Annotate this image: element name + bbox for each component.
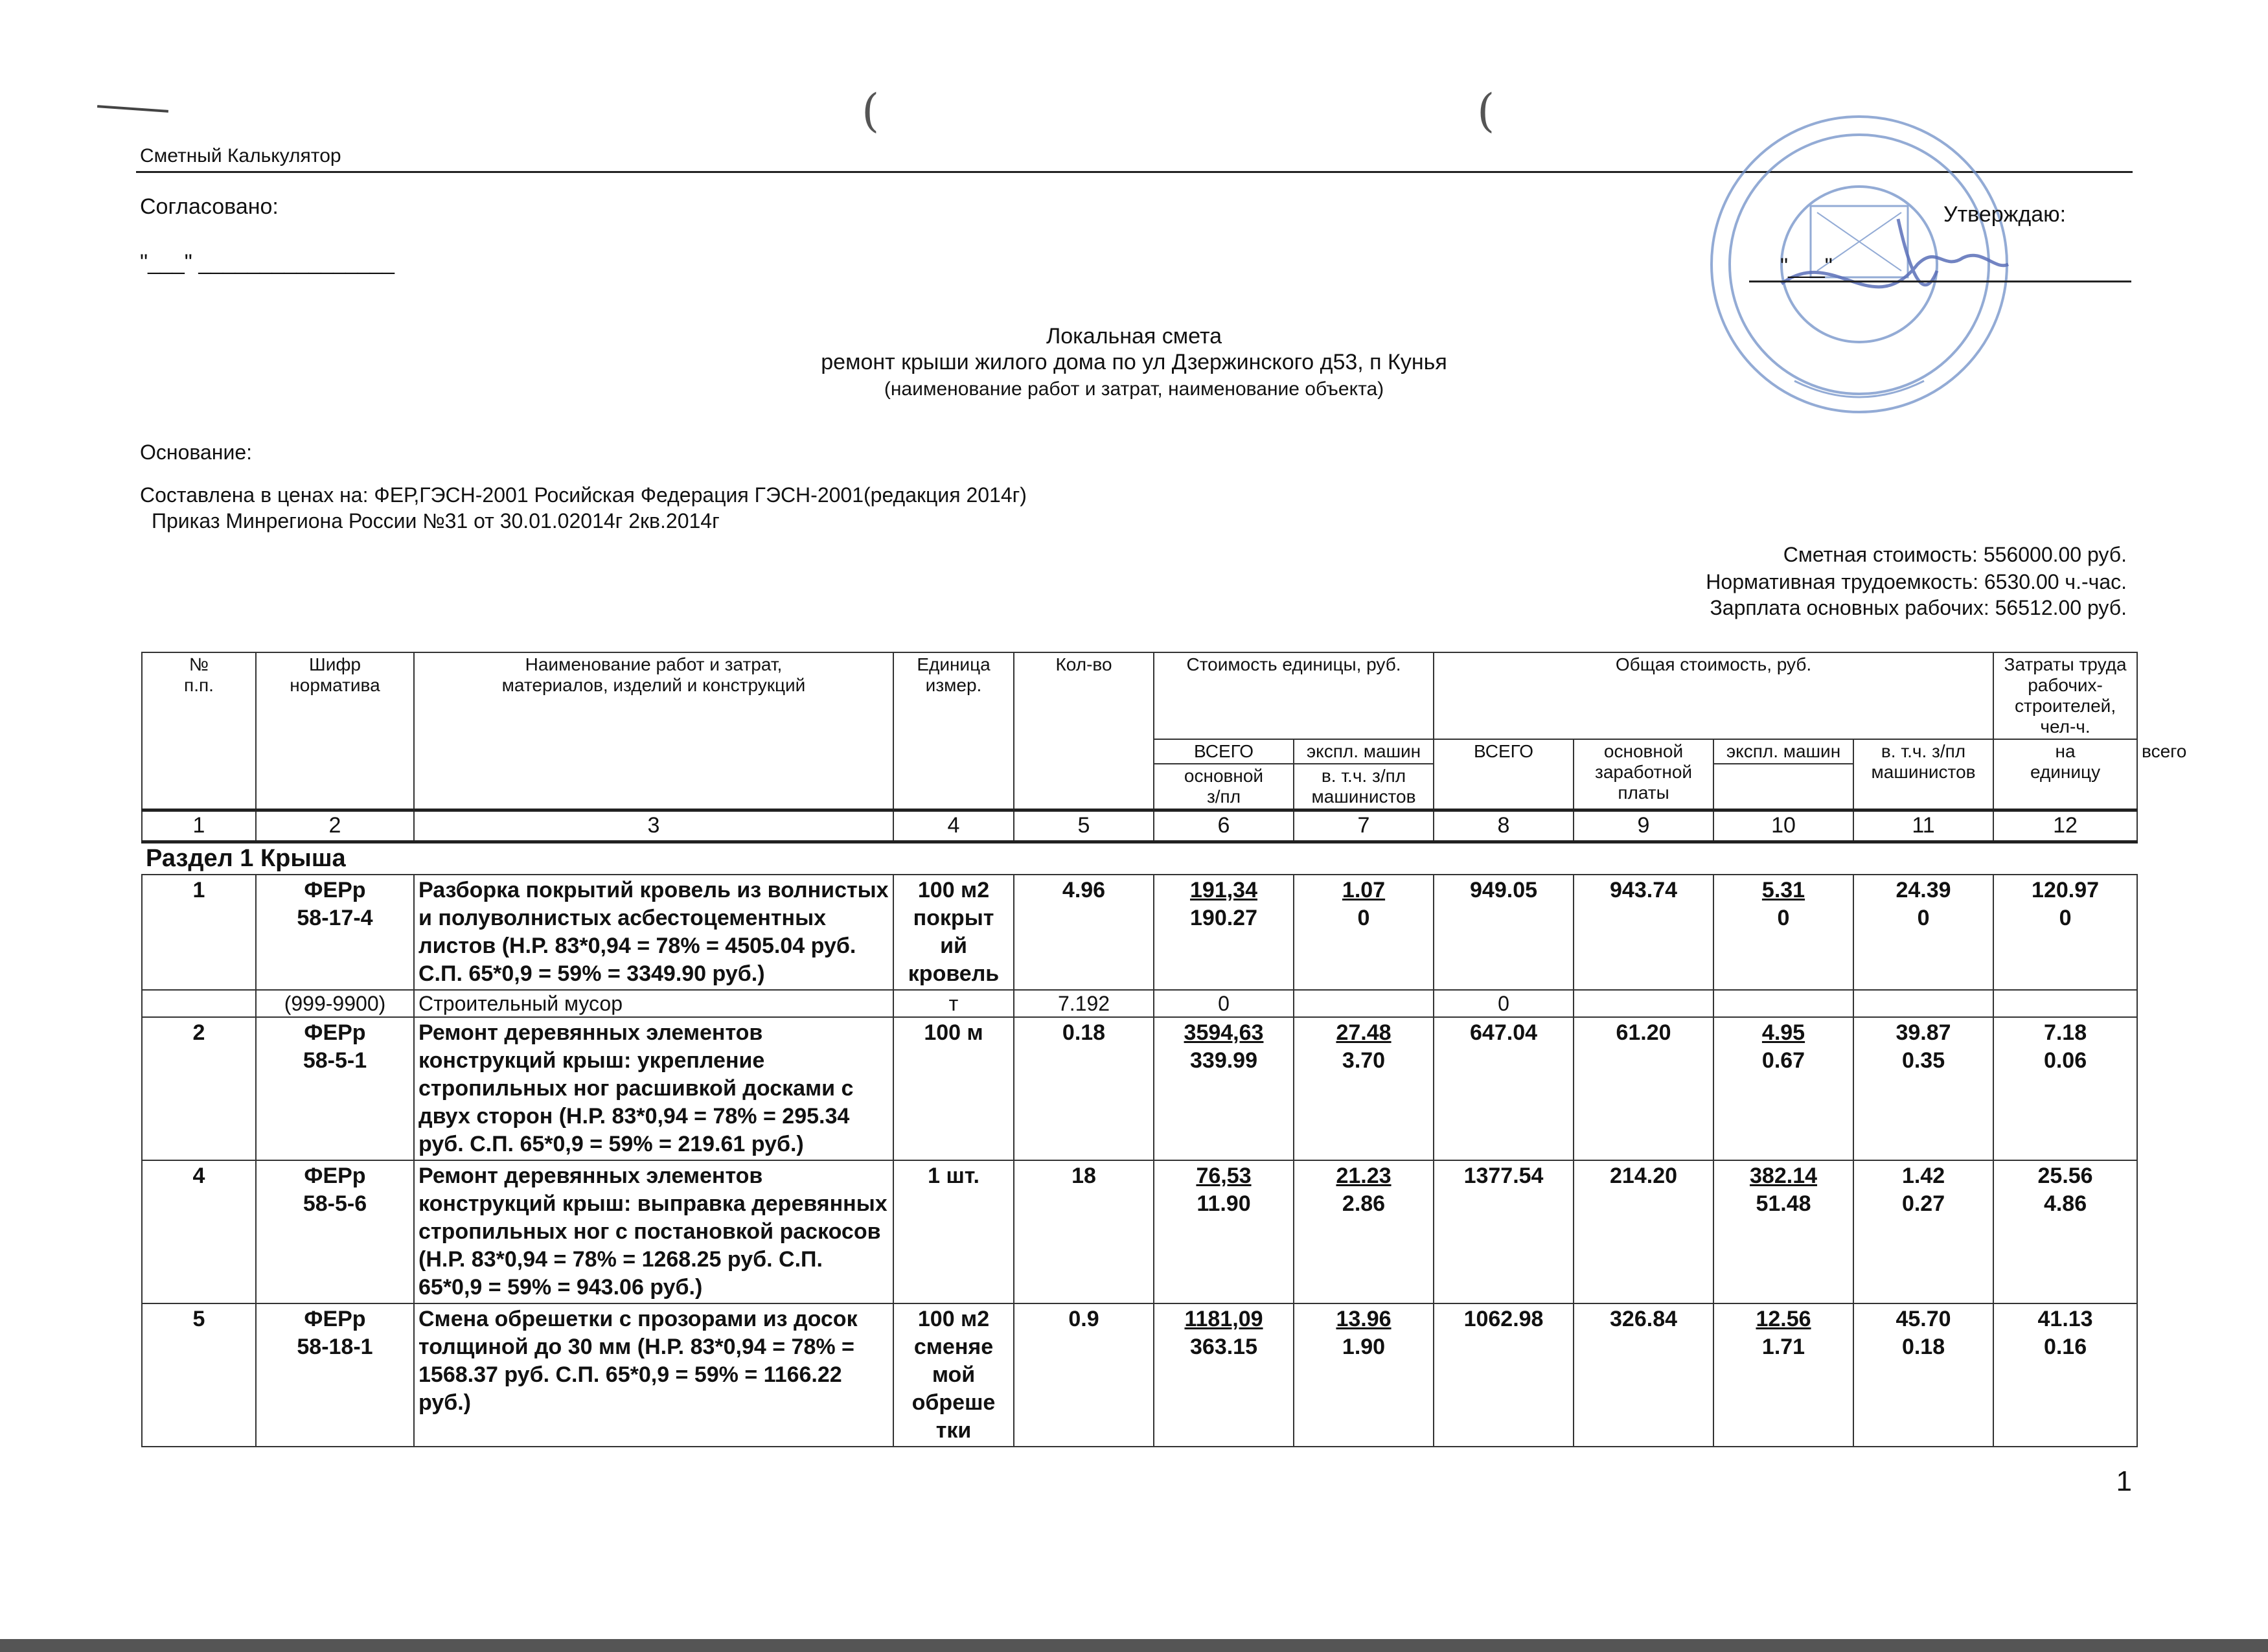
- col-header-qty: Кол-во: [1014, 652, 1154, 810]
- section-row: [142, 842, 2137, 875]
- col-header-name: Наименование работ и затрат, материалов, изделий и конструкций: [414, 652, 893, 810]
- row-unit-mach: [1294, 1303, 1434, 1447]
- estimate-table: [141, 652, 2187, 1447]
- compiled-order: Приказ Минрегиона России №31 от 30.01.02014г 2кв.2014г: [152, 509, 720, 533]
- unit-wage: 339.99: [1190, 1048, 1257, 1073]
- table-row: [142, 1017, 2137, 1160]
- column-number: 12: [1993, 810, 2137, 842]
- row-code: (999-9900): [256, 990, 414, 1017]
- row-name: Смена обрешетки с прозорами из досок толщиной до 30 мм (Н.Р. 83*0,94 = 78% = 1568.37 руб. С.П. 65*0,9 = 59% = 1166.22 руб.): [414, 1303, 893, 1447]
- labor-total-mach: 0.06: [2043, 1048, 2087, 1073]
- col-header-labor-unit: на единицу: [1993, 739, 2137, 810]
- row-unit: 1 шт.: [893, 1160, 1014, 1303]
- labor-unit-mach: 0.35: [1901, 1048, 1945, 1073]
- document-title: Локальная смета: [1046, 324, 1222, 349]
- row-name: Строительный мусор: [414, 990, 893, 1017]
- total-mach: 5.31: [1761, 878, 1805, 902]
- row-num: 1: [142, 875, 256, 990]
- row-qty: 0.9: [1014, 1303, 1154, 1447]
- row-total: 0: [1434, 990, 1574, 1017]
- page-number: 1: [2116, 1465, 2132, 1497]
- summary-labor: Нормативная трудоемкость: 6530.00 ч.-час.: [1706, 570, 2127, 593]
- row-unit-mach: [1294, 1017, 1434, 1160]
- basis-label: Основание:: [140, 441, 253, 464]
- labor-unit: 39.87: [1896, 1020, 1951, 1045]
- object-caption: (наименование работ и затрат, наименование объекта): [884, 378, 1384, 400]
- approve-signature-line: [1749, 281, 2131, 282]
- row-labor-unit: [1853, 1303, 1993, 1447]
- col-header-labor: Затраты труда рабочих-строителей, чел-ч.: [1993, 652, 2137, 739]
- row-labor-total: [1993, 1160, 2137, 1303]
- row-unit: т: [893, 990, 1014, 1017]
- summary-cost: Сметная стоимость: 556000.00 руб.: [1783, 543, 2127, 566]
- row-total: 647.04: [1434, 1017, 1574, 1160]
- unit-mach: 13.96: [1336, 1307, 1392, 1331]
- row-labor-total: [1993, 875, 2137, 990]
- col-header-unit-mach: экспл. машин: [1294, 739, 1434, 764]
- col-header-num: № п.п.: [142, 652, 256, 810]
- unit-total: 191,34: [1190, 878, 1257, 902]
- row-total-wage: 326.84: [1574, 1303, 1713, 1447]
- column-number: 5: [1014, 810, 1154, 842]
- row-qty: 0.18: [1014, 1017, 1154, 1160]
- col-header-unit-wage: основной з/пл: [1154, 764, 1294, 810]
- unit-mach-wage: 0: [1357, 906, 1370, 930]
- unit-wage: 190.27: [1190, 906, 1257, 930]
- summary-wage: Зарплата основных рабочих: 56512.00 руб.: [1710, 596, 2127, 619]
- row-unit-cost: [1154, 1303, 1294, 1447]
- row-total-mach: [1713, 1160, 1853, 1303]
- labor-total: 120.97: [2032, 878, 2100, 902]
- table-row: [142, 1160, 2137, 1303]
- col-header-unit-total: ВСЕГО: [1154, 739, 1294, 764]
- row-total: 1062.98: [1434, 1303, 1574, 1447]
- labor-total-mach: 0: [2059, 906, 2072, 930]
- labor-total-mach: 4.86: [2043, 1191, 2087, 1216]
- labor-total: 25.56: [2037, 1164, 2093, 1188]
- agreed-date: "___" ________________: [140, 250, 395, 275]
- row-qty: 4.96: [1014, 875, 1154, 990]
- labor-unit: 24.39: [1896, 878, 1951, 902]
- row-name: Ремонт деревянных элементов конструкций крыш: выправка деревянных стропильных ног с постановкой раскосов (Н.Р. 83*0,94 = 78% = 1268.25 руб. С.П. 65*0,9 = 59% = 943.06 руб.): [414, 1160, 893, 1303]
- total-mach-wage: 0: [1777, 906, 1790, 930]
- table-row: [142, 990, 2137, 1017]
- header-row: [142, 652, 2137, 739]
- column-number: 8: [1434, 810, 1574, 842]
- unit-total: 76,53: [1196, 1164, 1252, 1188]
- row-name: Ремонт деревянных элементов конструкций крыш: укрепление стропильных ног расшивкой досками с двух сторон (Н.Р. 83*0,94 = 78% = 295.34 руб. С.П. 65*0,9 = 59% = 219.61 руб.): [414, 1017, 893, 1160]
- row-unit-cost: [1154, 875, 1294, 990]
- labor-unit-mach: 0.27: [1901, 1191, 1945, 1216]
- agreed-label: Согласовано:: [140, 194, 279, 219]
- row-total-mach: [1713, 1303, 1853, 1447]
- row-total-wage: 943.74: [1574, 875, 1713, 990]
- col-header-total-cost: Общая стоимость, руб.: [1434, 652, 1993, 739]
- column-number: 11: [1853, 810, 1993, 842]
- row-labor-unit: [1853, 1160, 1993, 1303]
- object-name: ремонт крыши жилого дома по ул Дзержинского д53, п Кунья: [821, 350, 1447, 374]
- approve-date: "___": [1780, 254, 1833, 279]
- unit-wage: 11.90: [1197, 1191, 1251, 1216]
- row-unit: 100 м2 сменяе мой обреше тки: [893, 1303, 1014, 1447]
- table-row: [142, 1303, 2137, 1447]
- labor-unit-mach: 0: [1917, 906, 1930, 930]
- row-labor-total: [1993, 990, 2137, 1017]
- unit-wage: 363.15: [1190, 1335, 1257, 1359]
- column-number: 4: [893, 810, 1014, 842]
- row-unit: 100 м: [893, 1017, 1014, 1160]
- app-name: Сметный Калькулятор: [140, 145, 341, 166]
- unit-mach-wage: 2.86: [1342, 1191, 1386, 1216]
- unit-mach: 21.23: [1336, 1164, 1392, 1188]
- labor-total-mach: 0.16: [2043, 1335, 2087, 1359]
- row-total-wage: [1574, 990, 1713, 1017]
- row-num: 4: [142, 1160, 256, 1303]
- col-header-unit: Единица измер.: [893, 652, 1014, 810]
- row-total-wage: 61.20: [1574, 1017, 1713, 1160]
- row-total-wage: 214.20: [1574, 1160, 1713, 1303]
- unit-mach: 1.07: [1342, 878, 1386, 902]
- column-number: 9: [1574, 810, 1713, 842]
- labor-total: 41.13: [2037, 1307, 2093, 1331]
- row-total: 1377.54: [1434, 1160, 1574, 1303]
- col-header-total-mach: экспл. машин: [1713, 739, 1853, 764]
- total-mach-wage: 51.48: [1756, 1191, 1811, 1216]
- approve-label: Утверждаю:: [1943, 202, 2067, 227]
- column-number: 7: [1294, 810, 1434, 842]
- total-mach-wage: 0.67: [1761, 1048, 1805, 1073]
- labor-unit-mach: 0.18: [1901, 1335, 1945, 1359]
- row-unit: 100 м2 покрыт ий кровель: [893, 875, 1014, 990]
- col-header-unit-cost: Стоимость единицы, руб.: [1154, 652, 1434, 739]
- row-labor-total: [1993, 1017, 2137, 1160]
- row-labor-unit: [1853, 875, 1993, 990]
- table-row: [142, 875, 2137, 990]
- row-name: Разборка покрытий кровель из волнистых и полуволнистых асбестоцементных листов (Н.Р. 83*0,94 = 78% = 4505.04 руб. С.П. 65*0,9 = 59% = 3349.90 руб.): [414, 875, 893, 990]
- row-total-mach: [1713, 875, 1853, 990]
- unit-total: 1181,09: [1184, 1307, 1263, 1331]
- punch-mark: (: [1477, 84, 1495, 137]
- section-title: Раздел 1 Крыша: [142, 842, 2137, 875]
- row-labor-unit: [1853, 990, 1993, 1017]
- total-mach: 382.14: [1750, 1164, 1818, 1188]
- column-number: 1: [142, 810, 256, 842]
- scan-edge: [0, 1639, 2268, 1652]
- unit-mach-wage: 3.70: [1342, 1048, 1386, 1073]
- labor-total: 7.18: [2043, 1020, 2087, 1045]
- col-header-total-mach-wage: в. т.ч. з/пл машинистов: [1853, 739, 1993, 810]
- compiled-prices: Составлена в ценах на: ФЕР,ГЭСН-2001 Росийская Федерация ГЭСН-2001(редакция 2014г): [140, 483, 1027, 507]
- row-total-mach: [1713, 1017, 1853, 1160]
- col-header-code: Шифр норматива: [256, 652, 414, 810]
- labor-unit: 1.42: [1901, 1164, 1945, 1188]
- row-qty: 18: [1014, 1160, 1154, 1303]
- row-unit-mach: [1294, 1160, 1434, 1303]
- column-number: 3: [414, 810, 893, 842]
- row-total-mach: [1713, 990, 1853, 1017]
- row-unit-cost: [1154, 1017, 1294, 1160]
- row-code: ФЕРр 58-17-4: [256, 875, 414, 990]
- column-numbers-row: [142, 810, 2137, 842]
- row-unit-mach: [1294, 990, 1434, 1017]
- column-number: 10: [1713, 810, 1853, 842]
- total-mach: 12.56: [1756, 1307, 1811, 1331]
- col-header-total-wage: основной заработной платы: [1574, 739, 1713, 810]
- row-num: [142, 990, 256, 1017]
- row-unit-cost: [1154, 1160, 1294, 1303]
- row-labor-unit: [1853, 1017, 1993, 1160]
- row-code: ФЕРр 58-5-1: [256, 1017, 414, 1160]
- column-number: 6: [1154, 810, 1294, 842]
- unit-total: 3594,63: [1184, 1020, 1264, 1045]
- pen-mark: [97, 105, 168, 113]
- col-header-total-all: ВСЕГО: [1434, 739, 1574, 810]
- unit-mach: 27.48: [1336, 1020, 1392, 1045]
- row-code: ФЕРр 58-18-1: [256, 1303, 414, 1447]
- col-header-unit-mach-wage: в. т.ч. з/пл машинистов: [1294, 764, 1434, 810]
- row-unit-mach: [1294, 875, 1434, 990]
- row-num: 5: [142, 1303, 256, 1447]
- row-labor-total: [1993, 1303, 2137, 1447]
- row-code: ФЕРр 58-5-6: [256, 1160, 414, 1303]
- row-total: 949.05: [1434, 875, 1574, 990]
- total-mach: 4.95: [1761, 1020, 1805, 1045]
- header-row: ВСЕГО экспл. машин ВСЕГО основной заработной платы экспл. машин в. т.ч. з/пл машинистов на единицу всего: [142, 739, 2137, 764]
- row-qty: 7.192: [1014, 990, 1154, 1017]
- unit-mach-wage: 1.90: [1342, 1335, 1386, 1359]
- column-number: 2: [256, 810, 414, 842]
- labor-unit: 45.70: [1896, 1307, 1951, 1331]
- row-num: 2: [142, 1017, 256, 1160]
- punch-mark: (: [862, 84, 880, 137]
- total-mach-wage: 1.71: [1761, 1335, 1805, 1359]
- row-unit-cost: 0: [1154, 990, 1294, 1017]
